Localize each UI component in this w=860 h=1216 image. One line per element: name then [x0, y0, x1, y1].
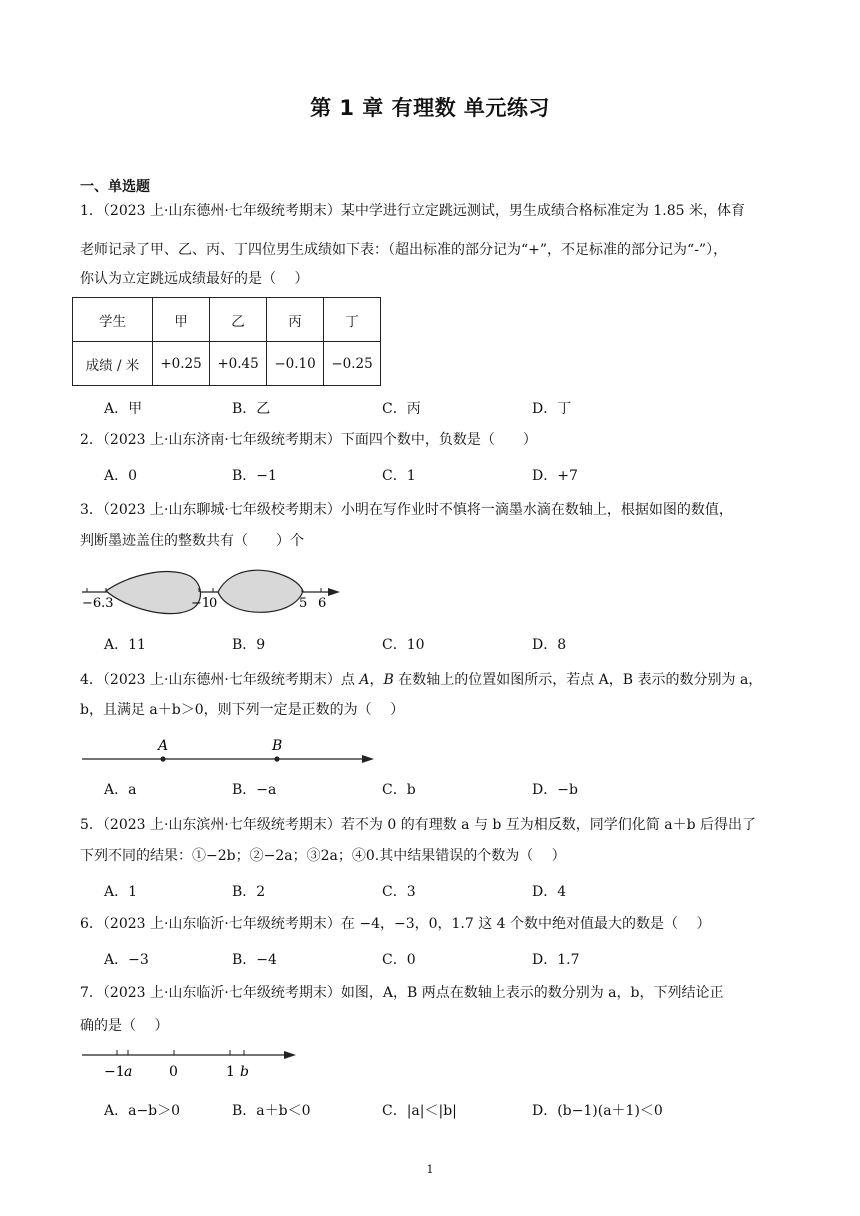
ab-number-line-figure	[78, 734, 378, 770]
q4-comma: ，	[369, 672, 384, 688]
q4-point-a: A	[359, 672, 370, 688]
q1-option-c[interactable]: C．丙	[382, 401, 421, 417]
q3-option-c[interactable]: C．10	[382, 637, 425, 653]
q1-line1: 1．（2023 上·山东德州·七年级统考期末）某中学进行立定跳远测试，男生成绩合格标准定为 1.85 米，体育	[80, 203, 745, 219]
point-b	[274, 756, 279, 761]
q3-option-b[interactable]: B．9	[232, 637, 266, 653]
ink-blot-right	[218, 570, 303, 612]
tick-label: b	[240, 1064, 249, 1080]
q2-option-b[interactable]: B．−1	[232, 468, 277, 484]
point-label: B	[272, 738, 283, 754]
q4-option-b[interactable]: B．−a	[232, 782, 277, 798]
page-number: 1	[426, 1163, 434, 1176]
q5-line1: 5．（2023 上·山东滨州·七年级统考期末）若不为 0 的有理数 a 与 b 互为相反数，同学们化简 a＋b 后得出了	[80, 817, 757, 833]
axis-arrow-icon	[328, 588, 340, 596]
q4-line1-rest: 在数轴上的位置如图所示，若点 A，B 表示的数分别为 a，	[393, 672, 763, 688]
table-cell: 丙	[267, 298, 324, 342]
page-title: 第 1 章 有理数 单元练习	[310, 96, 550, 120]
q6-option-b[interactable]: B．−4	[232, 952, 277, 968]
table-cell: +0.45	[210, 342, 267, 386]
q4-point-b: B	[383, 672, 394, 688]
tick-label: −6.3	[82, 596, 114, 611]
q4-option-d[interactable]: D．−b	[532, 782, 578, 798]
ink-number-line-figure	[78, 568, 348, 618]
table-cell: 甲	[153, 298, 210, 342]
point-label: A	[158, 738, 169, 754]
score-table	[72, 297, 381, 386]
point-a	[160, 756, 165, 761]
tick-label: −1	[191, 596, 211, 611]
q6-option-d[interactable]: D．1.7	[532, 952, 580, 968]
q4-line1	[80, 670, 762, 690]
table-cell: 学生	[73, 298, 153, 342]
section-heading: 一、单选题	[80, 179, 150, 195]
q3-option-a[interactable]: A．11	[104, 637, 146, 653]
q5-option-d[interactable]: D．4	[532, 884, 567, 900]
q5-line2: 下列不同的结果：①−2b；②−2a；③2a；④0.其中结果错误的个数为（ ）	[80, 848, 566, 864]
table-row	[73, 298, 381, 342]
q4-option-c[interactable]: C．b	[382, 782, 416, 798]
ink-blot-left	[106, 572, 201, 614]
table-cell: 乙	[210, 298, 267, 342]
q1-option-b[interactable]: B．乙	[232, 401, 271, 417]
tick-label: 1	[226, 1064, 235, 1080]
q6-option-c[interactable]: C．0	[382, 952, 416, 968]
q1-option-d[interactable]: D．丁	[532, 401, 572, 417]
table-cell: +0.25	[153, 342, 210, 386]
tick-label: 6	[318, 596, 327, 611]
q5-option-c[interactable]: C．3	[382, 884, 416, 900]
q7-option-d[interactable]: D．(b−1)(a＋1)＜0	[532, 1103, 663, 1119]
q3-line2: 判断墨迹盖住的整数共有（ ）个	[80, 533, 304, 549]
table-cell: 丁	[324, 298, 381, 342]
q2-option-c[interactable]: C．1	[382, 468, 416, 484]
q1-line2: 老师记录了甲、乙、丙、丁四位男生成绩如下表：（超出标准的部分记为“+”，不足标准的部分记为“-”），	[80, 242, 728, 258]
q7-option-a[interactable]: A．a−b＞0	[104, 1103, 181, 1119]
tick-label: −1	[104, 1064, 125, 1080]
q7-line2: 确的是（ ）	[80, 1018, 169, 1034]
ab-tick-number-line-figure	[78, 1045, 308, 1083]
q4-line2: b，且满足 a＋b＞0，则下列一定是正数的为（ ）	[80, 702, 405, 718]
q2-line1: 2．（2023 上·山东济南·七年级统考期末）下面四个数中，负数是（ ）	[80, 432, 537, 448]
tick-label: 0	[209, 596, 218, 611]
tick-label: a	[124, 1064, 133, 1080]
axis-arrow-icon	[362, 755, 374, 763]
q7-option-b[interactable]: B．a＋b＜0	[232, 1103, 311, 1119]
q3-option-d[interactable]: D．8	[532, 637, 567, 653]
q4-option-a[interactable]: A．a	[104, 782, 137, 798]
table-row	[73, 342, 381, 386]
q1-option-a[interactable]: A．甲	[104, 401, 143, 417]
table-cell: −0.25	[324, 342, 381, 386]
q5-option-b[interactable]: B．2	[232, 884, 266, 900]
q4-line1-prefix: 4．（2023 上·山东德州·七年级统考期末）点	[80, 672, 360, 688]
tick-label: 0	[169, 1064, 178, 1080]
q3-line1: 3．（2023 上·山东聊城·七年级校考期末）小明在写作业时不慎将一滴墨水滴在数轴上，根据如图的数值，	[80, 502, 733, 518]
q2-option-d[interactable]: D．+7	[532, 468, 578, 484]
q7-line1: 7．（2023 上·山东临沂·七年级统考期末）如图，A，B 两点在数轴上表示的数分别为 a，b，下列结论正	[80, 985, 724, 1001]
table-cell: 成绩 / 米	[73, 342, 153, 386]
tick-label: 5	[299, 596, 308, 611]
table-cell: −0.10	[267, 342, 324, 386]
axis-arrow-icon	[284, 1051, 296, 1059]
q6-option-a[interactable]: A．−3	[104, 952, 149, 968]
q1-line3: 你认为立定跳远成绩最好的是（ ）	[80, 271, 309, 287]
q6-line1: 6．（2023 上·山东临沂·七年级统考期末）在 −4，−3，0，1.7 这 4 个数中绝对值最大的数是（ ）	[80, 916, 711, 932]
q5-option-a[interactable]: A．1	[104, 884, 138, 900]
q2-option-a[interactable]: A．0	[104, 468, 138, 484]
q7-option-c[interactable]: C．|a|＜|b|	[382, 1103, 457, 1119]
